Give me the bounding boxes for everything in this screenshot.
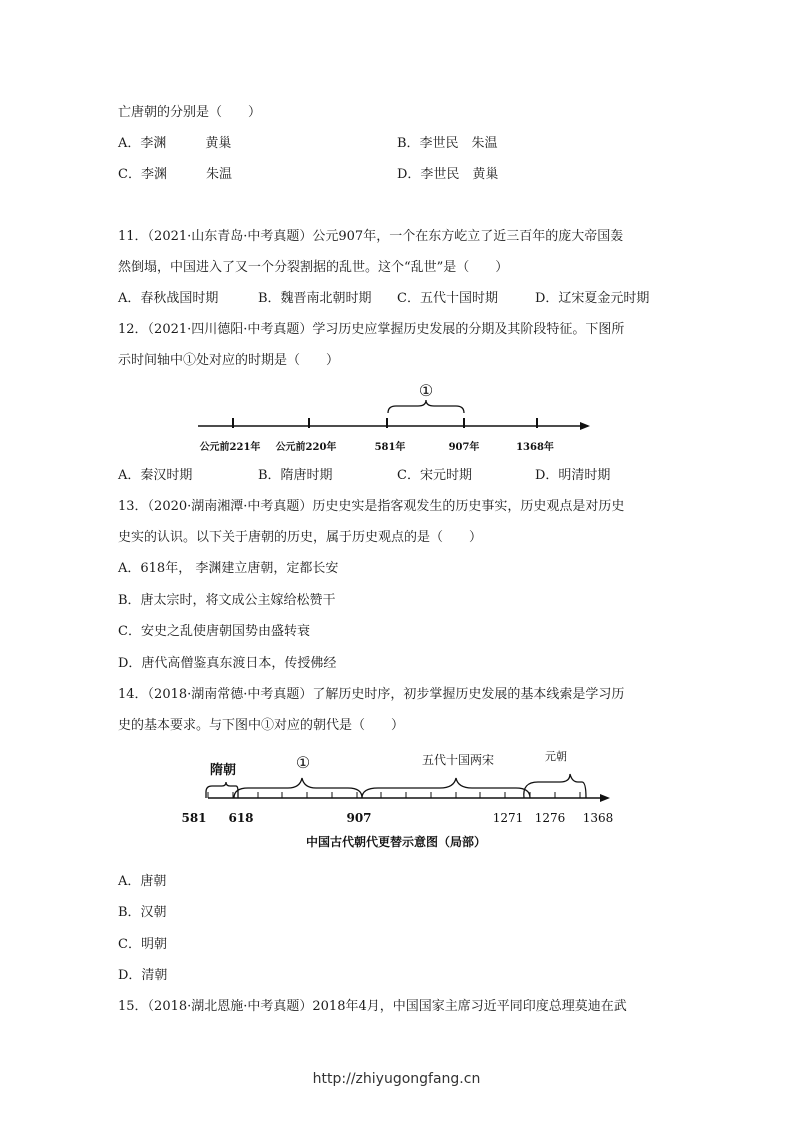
q13-option-c: C．安史之乱使唐朝国势由盛转衰 xyxy=(118,624,310,639)
q12-option-a: A．秦汉时期 xyxy=(118,468,193,483)
diagram-tick-label: 1271 xyxy=(492,811,524,825)
label-marker: ① xyxy=(295,753,311,772)
diagram-caption: 中国古代朝代更替示意图（局部） xyxy=(305,835,487,849)
q10-option-b: B．李世民 朱温 xyxy=(397,136,498,151)
q12-timeline xyxy=(190,378,600,458)
q10-option-a: A．李渊 黄巢 xyxy=(118,136,232,151)
label-wudai-song: 五代十国两宋 xyxy=(421,753,495,767)
label-yuan: 元朝 xyxy=(545,750,567,763)
q13-stem-line1: 13．（2020·湖南湘潭·中考真题）历史史实是指客观发生的历史事实，历史观点是对历史 xyxy=(118,499,625,514)
q11-stem-line2: 然倒塌，中国进入了又一个分裂割据的乱世。这个“乱世”是（ ） xyxy=(118,260,509,275)
q12-option-c: C．宋元时期 xyxy=(397,468,472,483)
diagram-arrow xyxy=(600,794,610,802)
diagram-tick-label: 1276 xyxy=(534,811,566,825)
timeline-tick-label: 907年 xyxy=(448,442,480,453)
q11-option-b: B．魏晋南北朝时期 xyxy=(258,291,372,306)
q10-option-c: C．李渊 朱温 xyxy=(118,167,232,182)
q11-option-d: D．辽宋夏金元时期 xyxy=(535,291,650,306)
q14-stem-line2: 史的基本要求。与下图中①对应的朝代是（ ） xyxy=(118,718,405,733)
q14-option-a: A．唐朝 xyxy=(118,874,167,889)
q14-option-c: C．明朝 xyxy=(118,937,167,952)
diagram-tick-label: 1368 xyxy=(582,811,614,825)
timeline-tick-label: 581年 xyxy=(374,442,406,453)
q13-option-d: D．唐代高僧鉴真东渡日本，传授佛经 xyxy=(118,656,337,671)
q13-option-b: B．唐太宗时，将文成公主嫁给松赞干 xyxy=(118,593,336,608)
q12-option-b: B．隋唐时期 xyxy=(258,468,333,483)
footer-url[interactable]: http://zhiyugongfang.cn xyxy=(312,1071,481,1087)
q10-stem-tail: 亡唐朝的分别是（ ） xyxy=(118,105,262,120)
q14-stem-line1: 14．（2018·湖南常德·中考真题）了解历史时序，初步掌握历史发展的基本线索是学习历 xyxy=(118,687,625,702)
q11-option-c: C．五代十国时期 xyxy=(397,291,498,306)
timeline-tick-label: 1368年 xyxy=(516,442,554,453)
q13-stem-line2: 史实的认识。以下关于唐朝的历史，属于历史观点的是（ ） xyxy=(118,530,483,545)
q11-option-a: A．春秋战国时期 xyxy=(118,291,219,306)
diagram-tick-label: 581 xyxy=(181,811,207,825)
q14-dynasty-diagram xyxy=(178,742,618,854)
q14-option-b: B．汉朝 xyxy=(118,905,167,920)
timeline-marker: ① xyxy=(418,381,434,400)
timeline-arrow xyxy=(580,422,590,430)
q11-stem-line1: 11．（2021·山东青岛·中考真题）公元907年，一个在东方屹立了近三百年的庞大帝国轰 xyxy=(118,229,624,244)
q12-stem-line1: 12．（2021·四川德阳·中考真题）学习历史应掌握历史发展的分期及其阶段特征。下图所 xyxy=(118,322,625,337)
period-brace xyxy=(388,400,464,413)
timeline-tick-label: 公元前220年 xyxy=(275,442,337,453)
q12-stem-line2: 示时间轴中①处对应的时期是（ ） xyxy=(118,353,340,368)
q14-option-d: D．清朝 xyxy=(118,968,168,983)
q15-stem-line1: 15．（2018·湖北恩施·中考真题）2018年4月，中国国家主席习近平同印度总理莫迪在武 xyxy=(118,999,627,1014)
q13-option-a: A．618年， 李渊建立唐朝，定都长安 xyxy=(118,561,339,576)
diagram-tick-label: 907 xyxy=(346,811,372,825)
q10-option-d: D．李世民 黄巢 xyxy=(397,167,499,182)
timeline-tick-label: 公元前221年 xyxy=(199,442,261,453)
brace-marker xyxy=(234,778,362,798)
diagram-tick-label: 618 xyxy=(228,811,254,825)
q12-option-d: D．明清时期 xyxy=(535,468,611,483)
label-sui: 隋朝 xyxy=(209,763,237,778)
